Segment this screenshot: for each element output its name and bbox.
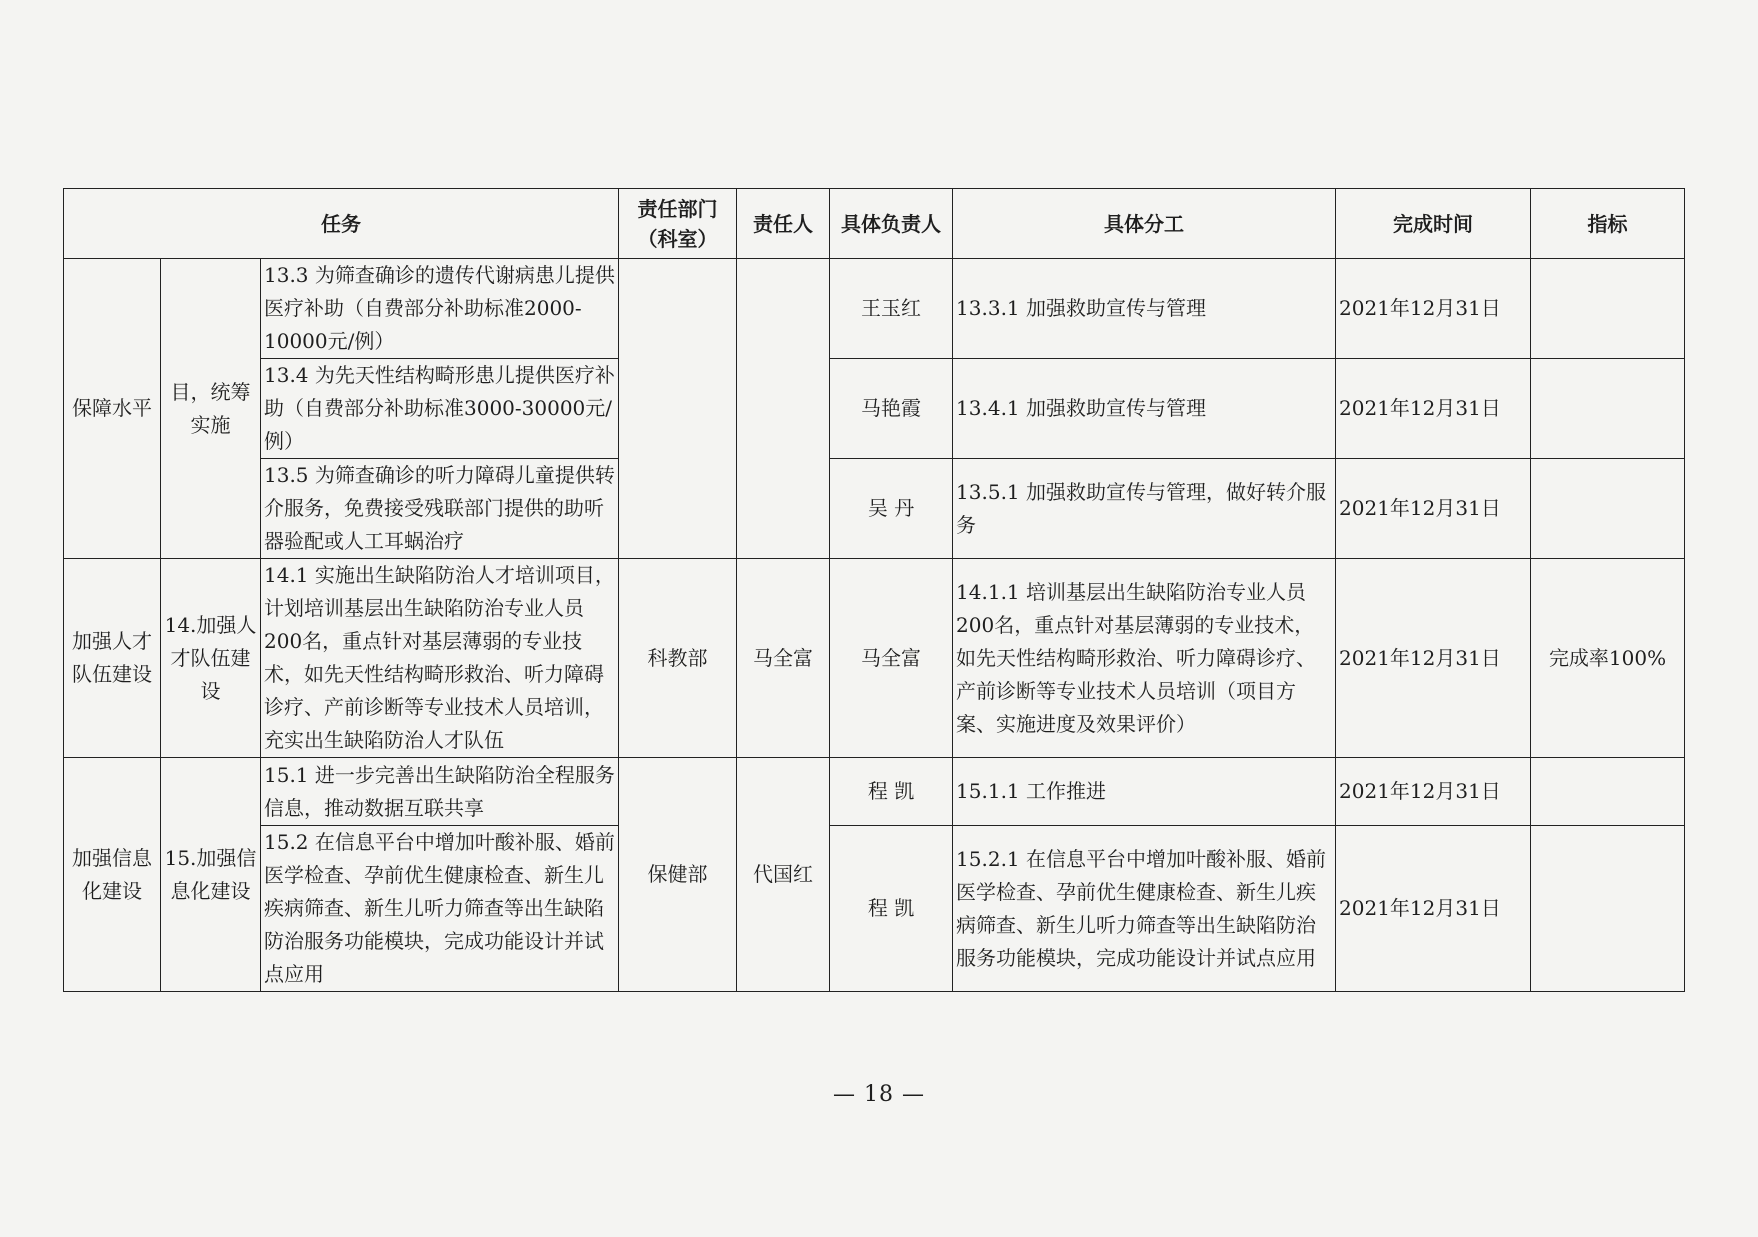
deadline-cell: 2021年12月31日 bbox=[1336, 259, 1531, 359]
task-cell: 13.3 为筛查确诊的遗传代谢病患儿提供医疗补助（自费部分补助标准2000-10000元/例） bbox=[261, 259, 619, 359]
lead-cell: 马艳霞 bbox=[830, 359, 953, 459]
indicator-cell bbox=[1531, 259, 1685, 359]
header-deadline: 完成时间 bbox=[1336, 189, 1531, 259]
deadline-cell: 2021年12月31日 bbox=[1336, 758, 1531, 826]
header-person: 责任人 bbox=[737, 189, 830, 259]
page-number: — 18 — bbox=[833, 1082, 925, 1107]
table-row bbox=[64, 259, 1685, 359]
dept-cell bbox=[619, 259, 737, 559]
table-row bbox=[64, 459, 1685, 559]
person-cell: 代国红 bbox=[737, 758, 830, 992]
division-cell: 15.2.1 在信息平台中增加叶酸补服、婚前医学检查、孕前优生健康检查、新生儿疾病筛查、新生儿听力筛查等出生缺陷防治服务功能模块，完成功能设计并试点应用 bbox=[953, 826, 1336, 992]
task-cell: 15.1 进一步完善出生缺陷防治全程服务信息，推动数据互联共享 bbox=[261, 758, 619, 826]
person-cell bbox=[737, 259, 830, 559]
header-specific-lead: 具体负责人 bbox=[830, 189, 953, 259]
division-cell: 15.1.1 工作推进 bbox=[953, 758, 1336, 826]
dept-cell: 保健部 bbox=[619, 758, 737, 992]
header-division: 具体分工 bbox=[953, 189, 1336, 259]
table-row bbox=[64, 559, 1685, 758]
task-cell: 14.1 实施出生缺陷防治人才培训项目，计划培训基层出生缺陷防治专业人员200名，重点针对基层薄弱的专业技术，如先天性结构畸形救治、听力障碍诊疗、产前诊断等专业技术人员培训，充实出生缺陷防治人才队伍 bbox=[261, 559, 619, 758]
category-cell: 加强人才队伍建设 bbox=[64, 559, 161, 758]
indicator-cell bbox=[1531, 459, 1685, 559]
header-row bbox=[64, 189, 1685, 259]
lead-cell: 马全富 bbox=[830, 559, 953, 758]
indicator-cell bbox=[1531, 826, 1685, 992]
lead-cell: 吴 丹 bbox=[830, 459, 953, 559]
task-table bbox=[63, 188, 1685, 992]
division-cell: 13.4.1 加强救助宣传与管理 bbox=[953, 359, 1336, 459]
task-cell: 13.5 为筛查确诊的听力障碍儿童提供转介服务，免费接受残联部门提供的助听器验配或人工耳蜗治疗 bbox=[261, 459, 619, 559]
header-indicator: 指标 bbox=[1531, 189, 1685, 259]
dept-cell: 科教部 bbox=[619, 559, 737, 758]
header-dept: 责任部门（科室） bbox=[619, 189, 737, 259]
subcategory-cell: 15.加强信息化建设 bbox=[161, 758, 261, 992]
person-cell: 马全富 bbox=[737, 559, 830, 758]
header-task: 任务 bbox=[64, 189, 619, 259]
division-cell: 14.1.1 培训基层出生缺陷防治专业人员200名，重点针对基层薄弱的专业技术，如先天性结构畸形救治、听力障碍诊疗、产前诊断等专业技术人员培训（项目方案、实施进度及效果评价） bbox=[953, 559, 1336, 758]
deadline-cell: 2021年12月31日 bbox=[1336, 459, 1531, 559]
table-row bbox=[64, 826, 1685, 992]
lead-cell: 程 凯 bbox=[830, 826, 953, 992]
indicator-cell bbox=[1531, 758, 1685, 826]
division-cell: 13.5.1 加强救助宣传与管理，做好转介服务 bbox=[953, 459, 1336, 559]
deadline-cell: 2021年12月31日 bbox=[1336, 826, 1531, 992]
task-cell: 15.2 在信息平台中增加叶酸补服、婚前医学检查、孕前优生健康检查、新生儿疾病筛查、新生儿听力筛查等出生缺陷防治服务功能模块，完成功能设计并试点应用 bbox=[261, 826, 619, 992]
indicator-cell bbox=[1531, 359, 1685, 459]
deadline-cell: 2021年12月31日 bbox=[1336, 559, 1531, 758]
deadline-cell: 2021年12月31日 bbox=[1336, 359, 1531, 459]
lead-cell: 王玉红 bbox=[830, 259, 953, 359]
subcategory-cell: 目，统筹实施 bbox=[161, 259, 261, 559]
table-row bbox=[64, 758, 1685, 826]
task-cell: 13.4 为先天性结构畸形患儿提供医疗补助（自费部分补助标准3000-30000元/例） bbox=[261, 359, 619, 459]
category-cell: 保障水平 bbox=[64, 259, 161, 559]
indicator-cell: 完成率100% bbox=[1531, 559, 1685, 758]
division-cell: 13.3.1 加强救助宣传与管理 bbox=[953, 259, 1336, 359]
subcategory-cell: 14.加强人才队伍建设 bbox=[161, 559, 261, 758]
category-cell: 加强信息化建设 bbox=[64, 758, 161, 992]
lead-cell: 程 凯 bbox=[830, 758, 953, 826]
table-row bbox=[64, 359, 1685, 459]
